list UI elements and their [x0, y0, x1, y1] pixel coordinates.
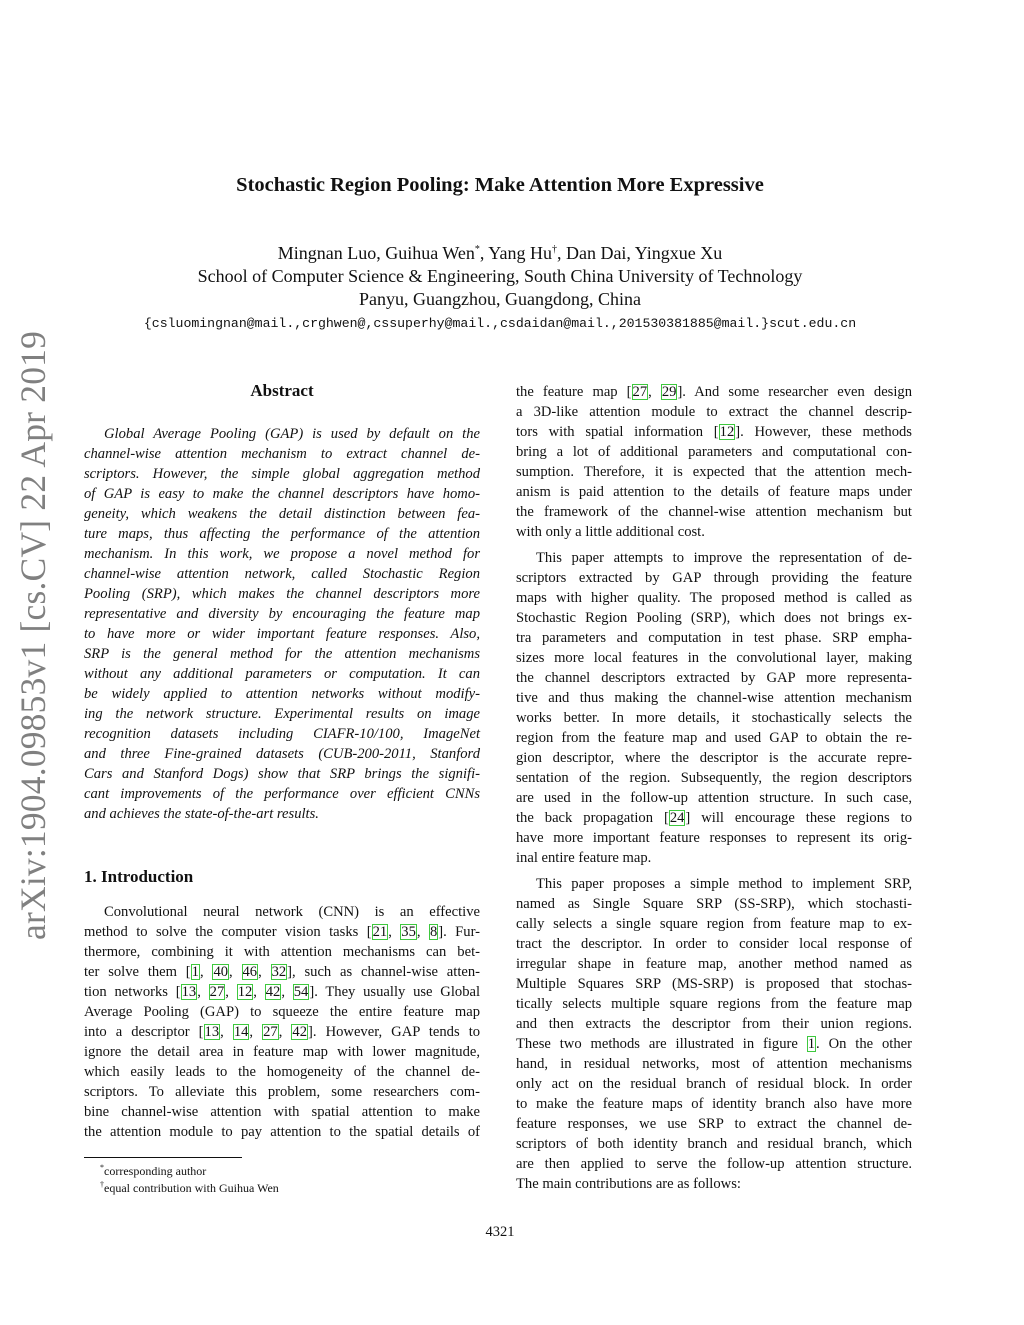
abstract-line: geneity, which weakens the detail distinction between fea-	[84, 506, 480, 522]
author-list	[0, 243, 1000, 264]
body-line: tra parameters and computation in test phase. SRP empha-	[516, 630, 912, 646]
citation-link[interactable]: 29	[661, 384, 677, 400]
intro-line: the attention module to pay attention to the spatial details of	[84, 1124, 480, 1140]
body-line: tically selects multiple square regions from the feature map	[516, 996, 912, 1012]
body-line: feature responses, we use SRP to extract the channel de-	[516, 1116, 912, 1132]
body-line: Multiple Squares SRP (MS-SRP) is proposed that stochas-	[516, 976, 912, 992]
abstract-line: Global Average Pooling (GAP) is used by default on the	[104, 426, 480, 442]
citation-link[interactable]: 27	[632, 384, 648, 400]
body-line: This paper attempts to improve the representation of de-	[536, 550, 912, 566]
citation-link[interactable]: 21	[372, 924, 388, 940]
body-line: sizes more local features in the convolutional layer, making	[516, 650, 912, 666]
body-line: with only a little additional cost.	[516, 524, 705, 540]
body-line: irregular shape in feature map, another method named as	[516, 956, 912, 972]
citation-link[interactable]: 13	[181, 984, 197, 1000]
abstract-line: channel-wise attention network, called Stochastic Region	[84, 566, 480, 582]
body-line: region from the feature map and used GAP to obtain the re-	[516, 730, 912, 746]
citation-link[interactable]: 1	[191, 964, 199, 980]
abstract-line: of GAP is easy to make the channel descriptors have homo-	[84, 486, 480, 502]
body-line: sumption. Therefore, it is expected that the attention mech-	[516, 464, 912, 480]
footnote-1: *corresponding author	[100, 1163, 207, 1178]
abstract-line: cant improvements of the performance over efficient CNNs	[84, 786, 480, 802]
body-line: scriptors of both identity branch and residual branch, which	[516, 1136, 912, 1152]
body-line: scriptors extracted by GAP through providing the feature	[516, 570, 912, 586]
intro-line: which easily leads to the homogeneity of the channel de-	[84, 1064, 480, 1080]
body-line: the feature map [27, 29]. And some researcher even design	[516, 384, 913, 400]
abstract-heading: Abstract	[250, 381, 314, 400]
body-line: to make the feature maps of identity branch also have more	[516, 1096, 912, 1112]
intro-line: bine channel-wise attention with spatial attention to make	[84, 1104, 480, 1120]
author-emails: {csluomingnan@mail.,crghwen@,cssuperhy@mail.,csdaidan@mail.,201530381885@mail.}scut.edu.cn	[143, 316, 857, 331]
authors-text-3: , Dan Dai, Yingxue Xu	[556, 243, 723, 263]
citation-link[interactable]: 42	[292, 1024, 308, 1040]
intro-line: method to solve the computer vision tasks [21, 35, 8]. Fur-	[84, 924, 481, 940]
authors-text-2: , Yang Hu	[479, 243, 552, 263]
body-line: The main contributions are as follows:	[516, 1176, 741, 1192]
body-line: gion descriptor, where the descriptor is the accurate repre-	[516, 750, 912, 766]
affiliation: School of Computer Science & Engineering, South China University of Technology	[197, 266, 803, 286]
introduction-body	[84, 902, 480, 1142]
right-column-paragraph-1	[516, 382, 912, 542]
body-line: named as Single Square SRP (SS-SRP), which stochasti-	[516, 896, 912, 912]
body-line: These two methods are illustrated in figure 1. On the other	[516, 1036, 912, 1052]
body-line: tors with spatial information [12]. However, these methods	[516, 424, 912, 440]
page-number: 4321	[485, 1224, 515, 1240]
body-line: are then applied to serve the follow-up attention structure.	[516, 1156, 912, 1172]
intro-line: scriptors. To alleviate this problem, some researchers com-	[84, 1084, 480, 1100]
abstract-line: ing the network structure. Experimental results on image	[84, 706, 480, 722]
citation-link[interactable]: 24	[669, 810, 685, 826]
abstract-line: SRP is the general method for the attention mechanisms	[84, 646, 480, 662]
body-line: Stochastic Region Pooling (SRP), which does not brings ex-	[516, 610, 912, 626]
body-line: only act on the residual branch of residual block. In order	[516, 1076, 912, 1092]
arxiv-stamp: arXiv:1904.09853v1 [cs.CV] 22 Apr 2019	[13, 330, 53, 940]
body-line: works better. In more details, it stochastically selects the	[516, 710, 912, 726]
abstract-line: recognition datasets including CIAFR-10/100, ImageNet	[84, 726, 480, 742]
intro-line: Average Pooling (GAP) to squeeze the entire feature map	[84, 1004, 480, 1020]
body-line: tract the descriptor. In order to consider local response of	[516, 936, 912, 952]
body-line: anism is paid attention to the details of feature maps under	[516, 484, 912, 500]
authors-text-1: Mingnan Luo, Guihua Wen	[277, 243, 475, 263]
abstract-line: and three Fine-grained datasets (CUB-200-2011, Stanford	[84, 746, 480, 762]
citation-link[interactable]: 8	[429, 924, 438, 940]
abstract-line: ture maps, thus affecting the performance of the attention	[84, 526, 480, 542]
abstract-body	[84, 424, 480, 824]
right-column-paragraph-3	[516, 874, 912, 1194]
footnote-mark-2: †	[551, 244, 557, 255]
abstract-line: be widely applied to attention networks without modify-	[84, 686, 480, 702]
abstract-line: and achieves the state-of-the-art results.	[84, 806, 319, 822]
paper-title: Stochastic Region Pooling: Make Attention More Expressive	[236, 174, 764, 196]
citation-link[interactable]: 42	[265, 984, 281, 1000]
citation-link[interactable]: 14	[233, 1024, 249, 1040]
abstract-line: scriptors. However, the simple global aggregation method	[84, 466, 480, 482]
abstract-line: Pooling (SRP), which makes the channel descriptors more	[84, 586, 480, 602]
abstract-line: channel-wise attention mechanism to extract channel de-	[84, 446, 480, 462]
body-line: a 3D-like attention module to extract the channel descrip-	[516, 404, 912, 420]
citation-link[interactable]: 54	[293, 984, 309, 1000]
citation-link[interactable]: 13	[204, 1024, 220, 1040]
abstract-line: representative and diversity by encouraging the feature map	[84, 606, 480, 622]
intro-line: ignore the detail area in feature map with lower magnitude,	[84, 1044, 480, 1060]
body-line: are used in the follow-up attention structure. In such case,	[516, 790, 912, 806]
intro-line: Convolutional neural network (CNN) is an effective	[104, 904, 480, 920]
citation-link[interactable]: 46	[242, 964, 258, 980]
abstract-line: Cars and Stanford Dogs) show that SRP brings the signifi-	[84, 766, 480, 782]
footnote-mark-1: *	[474, 244, 480, 255]
body-line: tive and thus making the channel-wise attention mechanism	[516, 690, 912, 706]
citation-link[interactable]: 27	[209, 984, 225, 1000]
abstract-line: without any additional parameters or computation. It can	[84, 666, 480, 682]
intro-line: ter solve them [1, 40, 46, 32], such as channel-wise atten-	[84, 964, 481, 980]
body-line: sentation of the region. Subsequently, the region descriptors	[516, 770, 912, 786]
body-line: the back propagation [24] will encourage these regions to	[516, 810, 913, 826]
footnote-mark: †	[100, 1180, 104, 1189]
citation-link[interactable]: 32	[271, 964, 287, 980]
introduction-heading: 1. Introduction	[84, 867, 194, 886]
citation-link[interactable]: 12	[719, 424, 735, 440]
intro-line: tion networks [13, 27, 12, 42, 54]. They usually use Global	[84, 984, 481, 1000]
body-line: This paper proposes a simple method to implement SRP,	[536, 876, 912, 892]
body-line: hand, in residual networks, most of attention mechanisms	[516, 1056, 912, 1072]
figure-link[interactable]: 1	[807, 1036, 816, 1052]
citation-link[interactable]: 40	[213, 964, 229, 980]
footnote-mark: *	[100, 1163, 104, 1172]
right-column-paragraph-2	[516, 548, 912, 868]
abstract-line: to have more or wider important feature responses. Also,	[84, 626, 480, 642]
body-line: inal entire feature map.	[516, 850, 652, 866]
citation-link[interactable]: 35	[401, 924, 416, 940]
body-line: the channel descriptors extracted by GAP more representa-	[516, 670, 912, 686]
body-line: bring a lot of additional parameters and computational con-	[516, 444, 912, 460]
citation-link[interactable]: 12	[237, 984, 253, 1000]
intro-line: into a descriptor [13, 14, 27, 42]. However, GAP tends to	[84, 1024, 481, 1040]
footnote-rule	[84, 1157, 242, 1158]
abstract-line: mechanism. In this work, we propose a novel method for	[84, 546, 480, 562]
body-line: cally selects a single square region from feature map to ex-	[516, 916, 912, 932]
affiliation-location: Panyu, Guangzhou, Guangdong, China	[359, 289, 641, 309]
footnote-2: †equal contribution with Guihua Wen	[100, 1180, 279, 1195]
body-line: have more important feature responses to represent its orig-	[516, 830, 912, 846]
citation-link[interactable]: 27	[263, 1024, 278, 1040]
body-line: maps with higher quality. The proposed method is called as	[516, 590, 912, 606]
body-line: the framework of the channel-wise attention mechanism but	[516, 504, 912, 520]
intro-line: thermore, combining it with attention mechanisms can bet-	[84, 944, 480, 960]
body-line: and then extracts the descriptor from their union regions.	[516, 1016, 912, 1032]
